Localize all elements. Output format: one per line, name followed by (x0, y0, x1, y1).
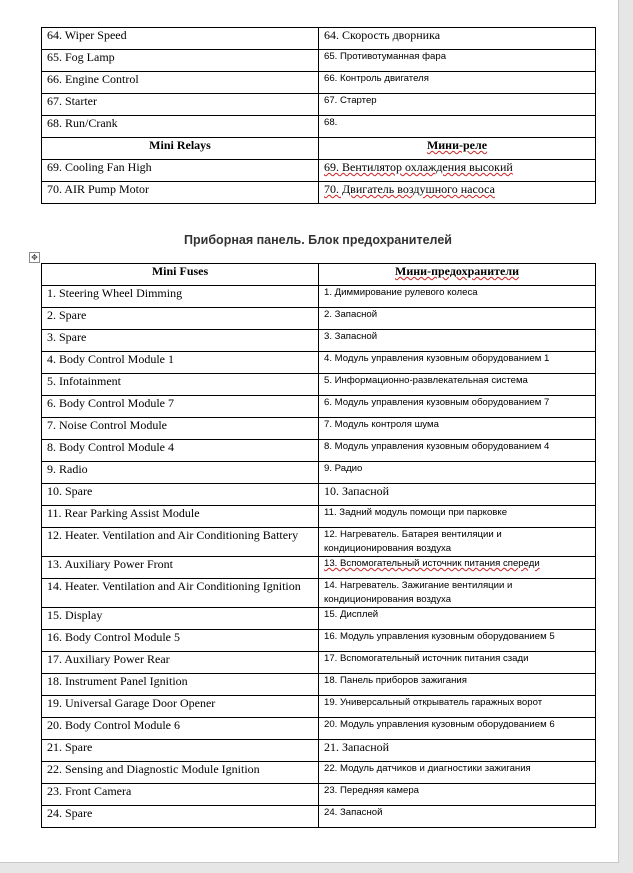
cell-ru: 8. Модуль управления кузовным оборудованием 4 (319, 440, 596, 462)
cell-ru: 17. Вспомогательный источник питания сзади (319, 652, 596, 674)
cell-ru: 10. Запасной (319, 484, 596, 506)
cell-ru (319, 182, 596, 204)
cell-ru: 16. Модуль управления кузовным оборудованием 5 (319, 630, 596, 652)
cell-ru: 2. Запасной (319, 308, 596, 330)
table-row (42, 718, 596, 740)
cell-ru (319, 557, 596, 579)
table-row (42, 462, 596, 484)
table-row (42, 396, 596, 418)
cell-ru: 9. Радио (319, 462, 596, 484)
table-row (42, 674, 596, 696)
table-row (42, 308, 596, 330)
cell-ru (319, 160, 596, 182)
table-row (42, 418, 596, 440)
cell-en: 68. Run/Crank (42, 116, 319, 138)
table-row (42, 374, 596, 396)
cell-en: 24. Spare (42, 806, 319, 828)
cell-ru: 19. Универсальный открыватель гаражных ворот (319, 696, 596, 718)
cell-en: 19. Universal Garage Door Opener (42, 696, 319, 718)
cell-ru: 12. Нагреватель. Батарея вентиляции и кондиционирования воздуха (319, 528, 596, 557)
table-header-row (42, 138, 596, 160)
header-cell-ru (319, 264, 596, 286)
cell-en: 64. Wiper Speed (42, 28, 319, 50)
cell-en: 22. Sensing and Diagnostic Module Ignition (42, 762, 319, 784)
cell-en: 15. Display (42, 608, 319, 630)
cell-en: 70. AIR Pump Motor (42, 182, 319, 204)
cell-en: 16. Body Control Module 5 (42, 630, 319, 652)
table-row (42, 579, 596, 608)
table-row (42, 762, 596, 784)
cell-ru: 11. Задний модуль помощи при парковке (319, 506, 596, 528)
cell-en: 9. Radio (42, 462, 319, 484)
cell-ru: 18. Панель приборов зажигания (319, 674, 596, 696)
fuse-table (41, 263, 596, 828)
table-row (42, 740, 596, 762)
cell-ru: 3. Запасной (319, 330, 596, 352)
cell-ru: 7. Модуль контроля шума (319, 418, 596, 440)
header-cell-en: Mini Relays (42, 138, 319, 160)
relay-table (41, 27, 596, 204)
cell-ru: 5. Информационно-развлекательная система (319, 374, 596, 396)
cell-ru-text: 13. Вспомогательный источник питания спереди (324, 558, 540, 569)
cell-en: 14. Heater. Ventilation and Air Conditioning Ignition (42, 579, 319, 608)
header-ru-label: Мини-предохранители (395, 264, 519, 278)
table-row (42, 806, 596, 828)
move-cross-icon[interactable]: ✥ (29, 252, 40, 263)
cell-ru: 15. Дисплей (319, 608, 596, 630)
table-row (42, 352, 596, 374)
cell-ru: 65. Противотуманная фара (319, 50, 596, 72)
cell-en: 17. Auxiliary Power Rear (42, 652, 319, 674)
table-row (42, 50, 596, 72)
table-row (42, 116, 596, 138)
cell-en: 18. Instrument Panel Ignition (42, 674, 319, 696)
table-row (42, 182, 596, 204)
table-header-row (42, 264, 596, 286)
table-row (42, 557, 596, 579)
cell-en: 65. Fog Lamp (42, 50, 319, 72)
table-row (42, 608, 596, 630)
cell-en: 12. Heater. Ventilation and Air Conditioning Battery (42, 528, 319, 557)
table-row (42, 528, 596, 557)
cell-ru: 4. Модуль управления кузовным оборудованием 1 (319, 352, 596, 374)
cell-en: 67. Starter (42, 94, 319, 116)
header-cell-ru-text: Мини-реле (426, 138, 488, 152)
cell-ru: 67. Стартер (319, 94, 596, 116)
cell-en: 5. Infotainment (42, 374, 319, 396)
cell-en: 4. Body Control Module 1 (42, 352, 319, 374)
table-row (42, 330, 596, 352)
cell-en: 3. Spare (42, 330, 319, 352)
section-title: Приборная панель. Блок предохранителей (184, 233, 452, 247)
table-row (42, 784, 596, 806)
cell-ru: 64. Скорость дворника (319, 28, 596, 50)
table-row (42, 94, 596, 116)
header-cell-en: Mini Fuses (42, 264, 319, 286)
cell-en: 8. Body Control Module 4 (42, 440, 319, 462)
cell-ru-text: 69. Вентилятор охлаждения высокий (324, 160, 513, 174)
table-row (42, 286, 596, 308)
cell-ru: 24. Запасной (319, 806, 596, 828)
cell-en: 23. Front Camera (42, 784, 319, 806)
cell-en: 1. Steering Wheel Dimming (42, 286, 319, 308)
cell-ru: 22. Модуль датчиков и диагностики зажигания (319, 762, 596, 784)
cell-ru: 66. Контроль двигателя (319, 72, 596, 94)
cell-en: 13. Auxiliary Power Front (42, 557, 319, 579)
cell-ru: 68. (319, 116, 596, 138)
table-row (42, 484, 596, 506)
cell-ru: 21. Запасной (319, 740, 596, 762)
cell-ru: 1. Диммирование рулевого колеса (319, 286, 596, 308)
cell-ru: 6. Модуль управления кузовным оборудованием 7 (319, 396, 596, 418)
table-row (42, 28, 596, 50)
table-row (42, 72, 596, 94)
cell-ru-text: 70. Двигатель воздушного насоса (324, 182, 495, 196)
header-cell-ru (319, 138, 596, 160)
cell-en: 11. Rear Parking Assist Module (42, 506, 319, 528)
table-row (42, 440, 596, 462)
table-row (42, 630, 596, 652)
table-row (42, 506, 596, 528)
cell-ru: 23. Передняя камера (319, 784, 596, 806)
cell-en: 2. Spare (42, 308, 319, 330)
cell-en: 21. Spare (42, 740, 319, 762)
table-row (42, 160, 596, 182)
cell-en: 6. Body Control Module 7 (42, 396, 319, 418)
cell-en: 66. Engine Control (42, 72, 319, 94)
cell-en: 7. Noise Control Module (42, 418, 319, 440)
cell-ru: 14. Нагреватель. Зажигание вентиляции и кондиционирования воздуха (319, 579, 596, 608)
cell-en: 69. Cooling Fan High (42, 160, 319, 182)
table-row (42, 652, 596, 674)
cell-en: 20. Body Control Module 6 (42, 718, 319, 740)
cell-ru: 20. Модуль управления кузовным оборудованием 6 (319, 718, 596, 740)
table-row (42, 696, 596, 718)
cell-en: 10. Spare (42, 484, 319, 506)
